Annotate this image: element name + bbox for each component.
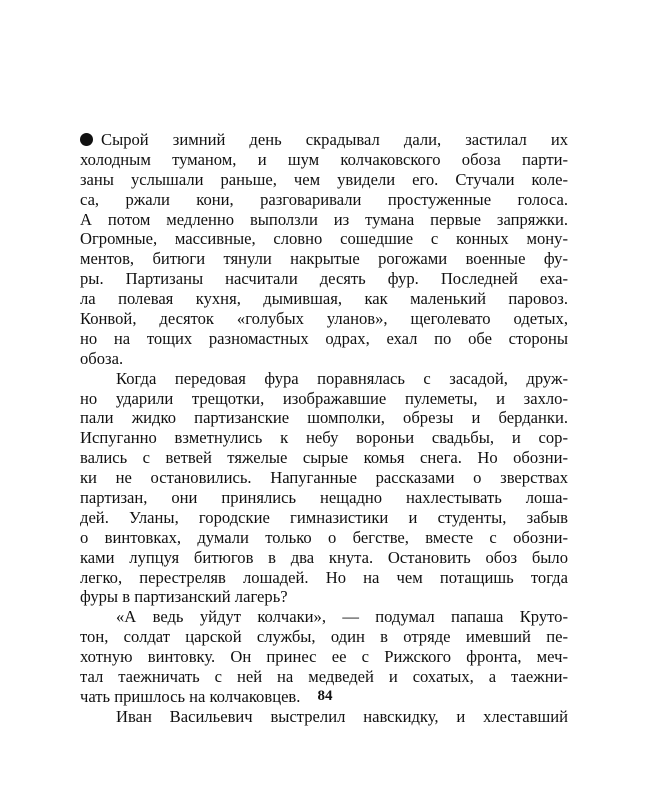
text-line: ментов, битюги тянули накрытые рогожами военные фу- <box>80 249 568 269</box>
paragraph-1 <box>80 130 568 369</box>
text-line: ла полевая кухня, дымившая, как маленький паровоз. <box>80 289 568 309</box>
text-line: но ударили трещотки, изображавшие пулеметы, и захло- <box>80 388 568 408</box>
paragraph-4 <box>80 707 568 727</box>
text-line: ки не остановились. Напуганные рассказами о зверствах <box>80 468 568 488</box>
text-line: Конвой, десяток «голубых уланов», щеголевато одетых, <box>80 309 568 329</box>
text-line: Сырой зимний день скрадывал дали, застилал их <box>80 130 568 150</box>
text-line: вались с ветвей тяжелые сырые комья снега. Но обозни- <box>80 448 568 468</box>
text-line: партизан, они принялись нещадно нахлестывать лоша- <box>80 488 568 508</box>
text-line: холодным туманом, и шум колчаковского обоза парти- <box>80 149 568 169</box>
text-line: Испуганно взметнулись к небу вороньи свадьбы, и сор- <box>80 428 568 448</box>
text-line: ры. Партизаны насчитали десять фур. Последней еха- <box>80 269 568 289</box>
text-line: о винтовках, думали только о бегстве, вместе с обозни- <box>80 527 568 547</box>
text-line: чать пришлось на колчаковцев. <box>80 686 301 706</box>
text-line: «А ведь уйдут колчаки», — подумал папаша Круто- <box>116 607 568 627</box>
body-text <box>80 130 568 727</box>
text-line: А потом медленно выползли из тумана первые запряжки. <box>80 209 568 229</box>
text-line: Иван Васильевич выстрелил навскидку, и хлеставший <box>116 706 568 726</box>
text-line: Огромные, массивные, словно сошедшие с конных мону- <box>80 229 568 249</box>
bullet-dot-icon <box>80 133 93 146</box>
paragraph-2 <box>80 369 568 608</box>
text-line: хотную винтовку. Он принес ее с Рижского фронта, меч- <box>80 647 568 667</box>
text-line: пали жидко партизанские шомполки, обрезы и берданки. <box>80 408 568 428</box>
text-line: обоза. <box>80 348 124 368</box>
text-line: заны услышали раньше, чем увидели его. Стучали коле- <box>80 169 568 189</box>
text-line: фуры в партизанский лагерь? <box>80 587 288 607</box>
text-line: са, ржали кони, разговаривали простуженные голоса. <box>80 189 568 209</box>
text-line: тон, солдат царской службы, один в отряде имевший пе- <box>80 627 568 647</box>
text-line: тал таежничать с ней на медведей и сохатых, а таежни- <box>80 667 568 687</box>
page-number: 84 <box>317 688 333 704</box>
text-line: Когда передовая фура поравнялась с засадой, друж- <box>116 368 568 388</box>
text-line: легко, перестреляв лошадей. Но на чем потащишь тогда <box>80 567 568 587</box>
text-line: дей. Уланы, городские гимназистики и студенты, забыв <box>80 507 568 527</box>
text-line: но на тощих разномастных одрах, ехал по обе стороны <box>80 328 568 348</box>
text-line: ками лупцуя битюгов в два кнута. Остановить обоз было <box>80 547 568 567</box>
